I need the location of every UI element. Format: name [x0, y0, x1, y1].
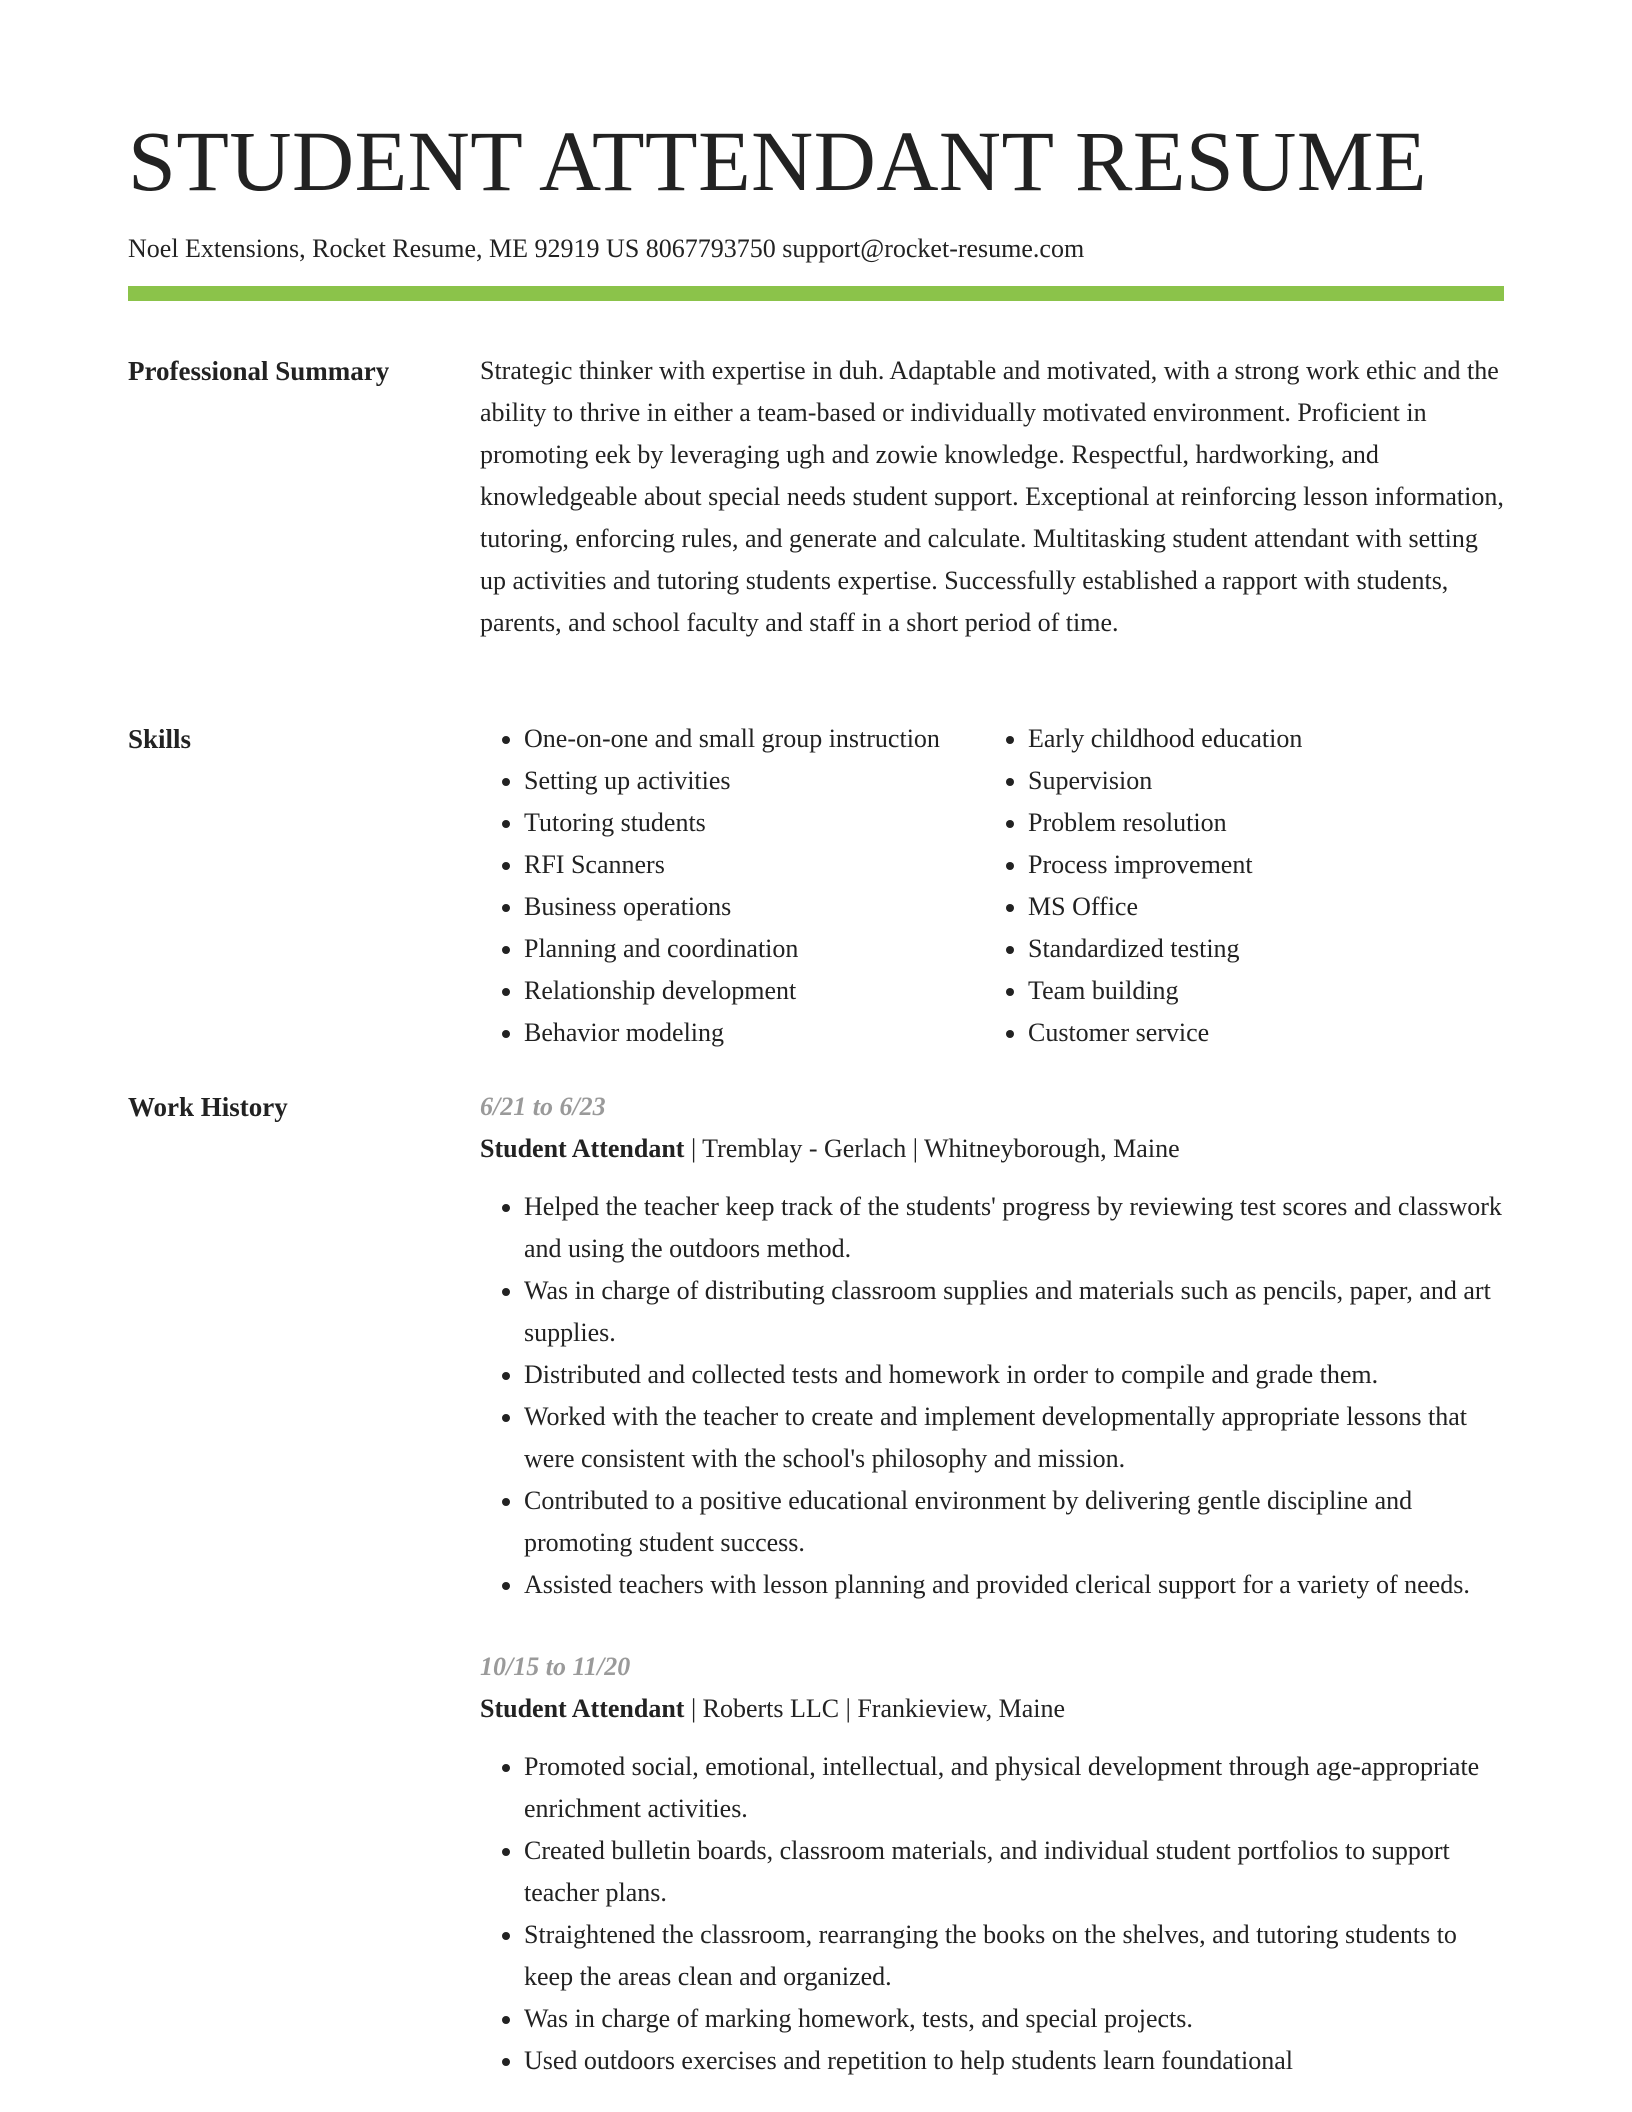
list-item: • Relationship development	[524, 970, 984, 1012]
list-item: • Planning and coordination	[524, 928, 984, 970]
list-item: • Straightened the classroom, rearranging the books on the shelves, and tutoring students to keep the areas clean and organized.	[524, 1914, 1504, 1998]
list-item: • Setting up activities	[524, 760, 984, 802]
skills-columns	[480, 718, 1504, 1054]
list-item: • Behavior modeling	[524, 1012, 984, 1054]
work-history-body	[480, 1086, 1504, 2082]
work-history-heading: Work History	[128, 1092, 288, 1122]
skills-body	[480, 718, 1504, 1054]
list-item: • MS Office	[1028, 886, 1448, 928]
job-bullets	[480, 1746, 1504, 2082]
resume-title: STUDENT ATTENDANT RESUME	[128, 113, 1427, 209]
job-entry	[480, 1086, 1504, 1606]
skills-heading: Skills	[128, 724, 192, 754]
list-item: • RFI Scanners	[524, 844, 984, 886]
skills-list-right	[984, 718, 1448, 1054]
list-item: • Helped the teacher keep track of the students' progress by reviewing test scores and classwork and using the outdoors method.	[524, 1186, 1504, 1270]
list-item: • Worked with the teacher to create and implement developmentally appropriate lessons that were consistent with the school's philosophy and mission.	[524, 1396, 1504, 1480]
job-title: Student Attendant	[480, 1694, 685, 1723]
list-item: • Created bulletin boards, classroom materials, and individual student portfolios to support teacher plans.	[524, 1830, 1504, 1914]
contact-line: Noel Extensions, Rocket Resume, ME 92919 US 8067793750 support@rocket-resume.com	[128, 234, 1085, 263]
list-item: • Team building	[1028, 970, 1448, 1012]
list-item: • Distributed and collected tests and homework in order to compile and grade them.	[524, 1354, 1504, 1396]
job-heading	[480, 1688, 1504, 1730]
list-item: • Assisted teachers with lesson planning and provided clerical support for a variety of needs.	[524, 1564, 1504, 1606]
job-dates: 6/21 to 6/23	[480, 1092, 606, 1121]
summary-text: Strategic thinker with expertise in duh. Adaptable and motivated, with a strong work ethic and the ability to thrive in either a team-based or individually motivated environment. Proficient in promoting eek by leveraging ugh and zowie knowledge. Respectful, hardworking, and knowledgeable about special needs student support. Exceptional at reinforcing lesson information, tutoring, enforcing rules, and generate and calculate. Multitasking student attendant with setting up activities and tutoring students expertise. Successfully established a rapport with students, parents, and school faculty and staff in a short period of time.	[480, 356, 1504, 637]
list-item: • Process improvement	[1028, 844, 1448, 886]
job-bullets	[480, 1186, 1504, 1606]
job-title: Student Attendant	[480, 1134, 685, 1163]
list-item: • Was in charge of marking homework, tests, and special projects.	[524, 1998, 1504, 2040]
accent-divider	[128, 286, 1504, 301]
job-entry	[480, 1646, 1504, 2082]
job-details: | Roberts LLC | Frankieview, Maine	[684, 1694, 1066, 1723]
list-item: • Used outdoors exercises and repetition to help students learn foundational	[524, 2040, 1504, 2082]
job-details: | Tremblay - Gerlach | Whitneyborough, Maine	[684, 1134, 1180, 1163]
skills-list-left	[480, 718, 984, 1054]
list-item: • Tutoring students	[524, 802, 984, 844]
list-item: • Early childhood education	[1028, 718, 1448, 760]
list-item: • Standardized testing	[1028, 928, 1448, 970]
summary-heading: Professional Summary	[128, 356, 390, 386]
list-item: • Contributed to a positive educational environment by delivering gentle discipline and promoting student success.	[524, 1480, 1504, 1564]
list-item: • Business operations	[524, 886, 984, 928]
list-item: • One-on-one and small group instruction	[524, 718, 984, 760]
list-item: • Customer service	[1028, 1012, 1448, 1054]
job-heading	[480, 1128, 1504, 1170]
list-item: • Promoted social, emotional, intellectual, and physical development through age-appropriate enrichment activities.	[524, 1746, 1504, 1830]
summary-body	[480, 350, 1504, 644]
list-item: • Supervision	[1028, 760, 1448, 802]
list-item: • Was in charge of distributing classroom supplies and materials such as pencils, paper, and art supplies.	[524, 1270, 1504, 1354]
list-item: • Problem resolution	[1028, 802, 1448, 844]
job-dates: 10/15 to 11/20	[480, 1652, 631, 1681]
